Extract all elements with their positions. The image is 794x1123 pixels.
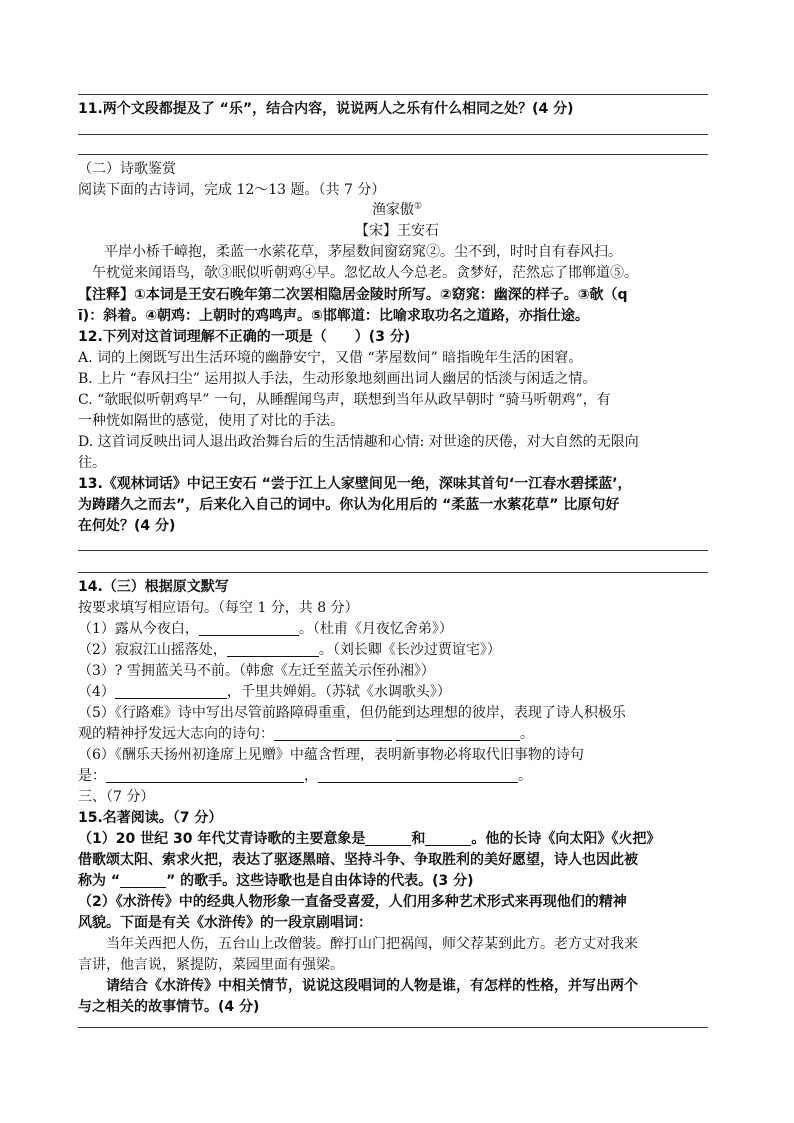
dictation-item-2: （2）寂寂江山摇落处， 。（刘长卿《长沙过贾谊宅》） <box>78 642 501 658</box>
answer-line <box>78 94 708 95</box>
opera-lyric-line-1: 当年关西把人伤，五台山上改僧装。醉打山门把祸闯，师父荐某到此方。老方丈对我来 <box>106 936 638 952</box>
question-13-line-2: 为踌躇久之而去”，后来化入自己的词中。你认为化用后的 “柔蓝一水萦花草” 比原句好 <box>78 497 620 513</box>
answer-line <box>78 1027 708 1028</box>
dictation-item-6-line-2: 是： ， 。 <box>78 768 532 784</box>
option-d-line-1: D. 这首词反映出词人退出政治舞台后的生活情趣和心情: 对世途的厌倦，对大自然的无限向 <box>78 434 639 450</box>
answer-line <box>78 154 708 155</box>
blank-2[interactable] <box>227 641 319 657</box>
blank-6a[interactable] <box>106 767 304 783</box>
poem-title: 渔家傲① <box>371 201 423 218</box>
dictation-item-4: （4） ，千里共婵娟。（苏轼《水调歌头》） <box>78 684 451 700</box>
question-13-line-1: 13.《观林词话》中记王安石 “尝于江上人家壁间见一绝，深味其首句‘一江春水碧揉蓝’， <box>78 476 632 492</box>
question-14-heading: 14.（三）根据原文默写 <box>78 579 229 595</box>
answer-line <box>78 550 708 551</box>
option-a: A. 词的上阕既写出生活环境的幽静安宁，又借 “茅屋数间” 暗指晚年生活的困窘。 <box>78 350 583 366</box>
question-15-heading: 15.名著阅读。（7 分） <box>78 810 223 826</box>
answer-line <box>78 134 708 135</box>
poem-line-1: 平岸小桥千嶂抱，柔蓝一水萦花草，茅屋数间窗窈窕②。尘不到，时时自有春风扫。 <box>104 244 622 260</box>
section-3-heading: 三、（7 分） <box>78 789 155 805</box>
question-13-line-3: 在何处？(4 分) <box>78 518 176 534</box>
blank-1[interactable] <box>199 620 299 636</box>
poem-line-2: 午枕觉来闻语鸟，欹③眠似听朝鸡④早。忽忆故人今总老。贪梦好，茫然忘了邯郸道⑤。 <box>92 265 638 281</box>
blank-image-1[interactable] <box>365 830 411 846</box>
option-c-line-2: 一种恍如隔世的感觉，使用了对比的手法。 <box>78 413 344 429</box>
question-15-part-1-line-2: 借歌颂太阳、索求火把，表达了驱逐黑暗、坚持斗争、争取胜利的美好愿望，诗人也因此被 <box>78 852 638 868</box>
option-d-line-2: 往。 <box>78 455 106 471</box>
option-b: B. 上片 “春风扫尘” 运用拟人手法，生动形象地刻画出词人幽居的恬淡与闲适之情。 <box>78 371 597 387</box>
option-c-line-1: C. “欹眠似听朝鸡早” 一句，从睡醒闻鸟声，联想到当年从政早朝时 “骑马听朝鸡”，有 <box>78 392 611 408</box>
dictation-item-5-line-1: （5）《行路难》诗中写出尽管前路障碍重重，但仍能到达理想的彼岸，表现了诗人积极乐 <box>78 705 626 721</box>
blank-6b[interactable] <box>318 767 518 783</box>
question-15-ask-line-2: 与之相关的故事情节。(4 分) <box>78 999 260 1015</box>
question-15-part-2-line-2: 风貌。下面是有关《水浒传》的一段京剧唱词： <box>78 915 372 931</box>
blank-image-2[interactable] <box>425 830 471 846</box>
section-2-heading: （二）诗歌鉴赏 <box>78 161 176 177</box>
question-15-part-1-line-3: 称为 “ ” 的歌手。这些诗歌也是自由体诗的代表。(3 分) <box>78 873 474 889</box>
section-2-instruction: 阅读下面的古诗词，完成 12～13 题。（共 7 分） <box>78 182 386 198</box>
blank-5a[interactable] <box>274 725 392 741</box>
question-15-part-2-line-1: （2）《水浒传》中的经典人物形象一直备受喜爱，人们用多种艺术形式来再现他们的精神 <box>78 894 627 910</box>
dictation-item-3: （3）? 雪拥蓝关马不前。（韩愈《左迁至蓝关示侄孙湘》） <box>78 663 435 679</box>
poem-notes-line-2: ī)：斜着。④朝鸡：上朝时的鸡鸣声。⑤邯郸道：比喻求取功名之道路，亦指仕途。 <box>78 308 589 324</box>
answer-line <box>78 572 708 573</box>
poem-author: 【宋】王安石 <box>355 223 439 239</box>
blank-title[interactable] <box>120 872 166 888</box>
opera-lyric-line-2: 言讲，他言说，紧提防，菜园里面有强梁。 <box>78 957 344 973</box>
question-15-part-1-line-1: （1）20 世纪 30 年代艾青诗歌的主要意象是 和 。他的长诗《向太阳》《火把》 <box>78 831 661 847</box>
poem-notes-line-1: 【注释】①本词是王安石晚年第二次罢相隐居金陵时所写。②窈窕：幽深的样子。③欹（q <box>78 287 628 303</box>
blank-4[interactable] <box>115 683 227 699</box>
question-11: 11.两个文段都提及了 “乐”，结合内容，说说两人之乐有什么相同之处？(4 分) <box>78 101 574 117</box>
dictation-item-1: （1）露从今夜白， 。（杜甫《月夜忆舍弟》） <box>78 621 453 637</box>
blank-5b[interactable] <box>396 725 520 741</box>
question-14-instruction: 按要求填写相应语句。（每空 1 分，共 8 分） <box>78 600 359 616</box>
question-12-stem: 12.下列对这首词理解不正确的一项是（ ）(3 分) <box>78 329 411 345</box>
question-15-ask-line-1: 请结合《水浒传》中相关情节，说说这段唱词的人物是谁，有怎样的性格，并写出两个 <box>106 978 638 994</box>
dictation-item-5-line-2: 观的精神抒发远大志向的诗句： 。 <box>78 726 534 742</box>
dictation-item-6-line-1: （6）《酬乐天扬州初逢席上见赠》中蕴含哲理，表明新事物必将取代旧事物的诗句 <box>78 747 584 763</box>
